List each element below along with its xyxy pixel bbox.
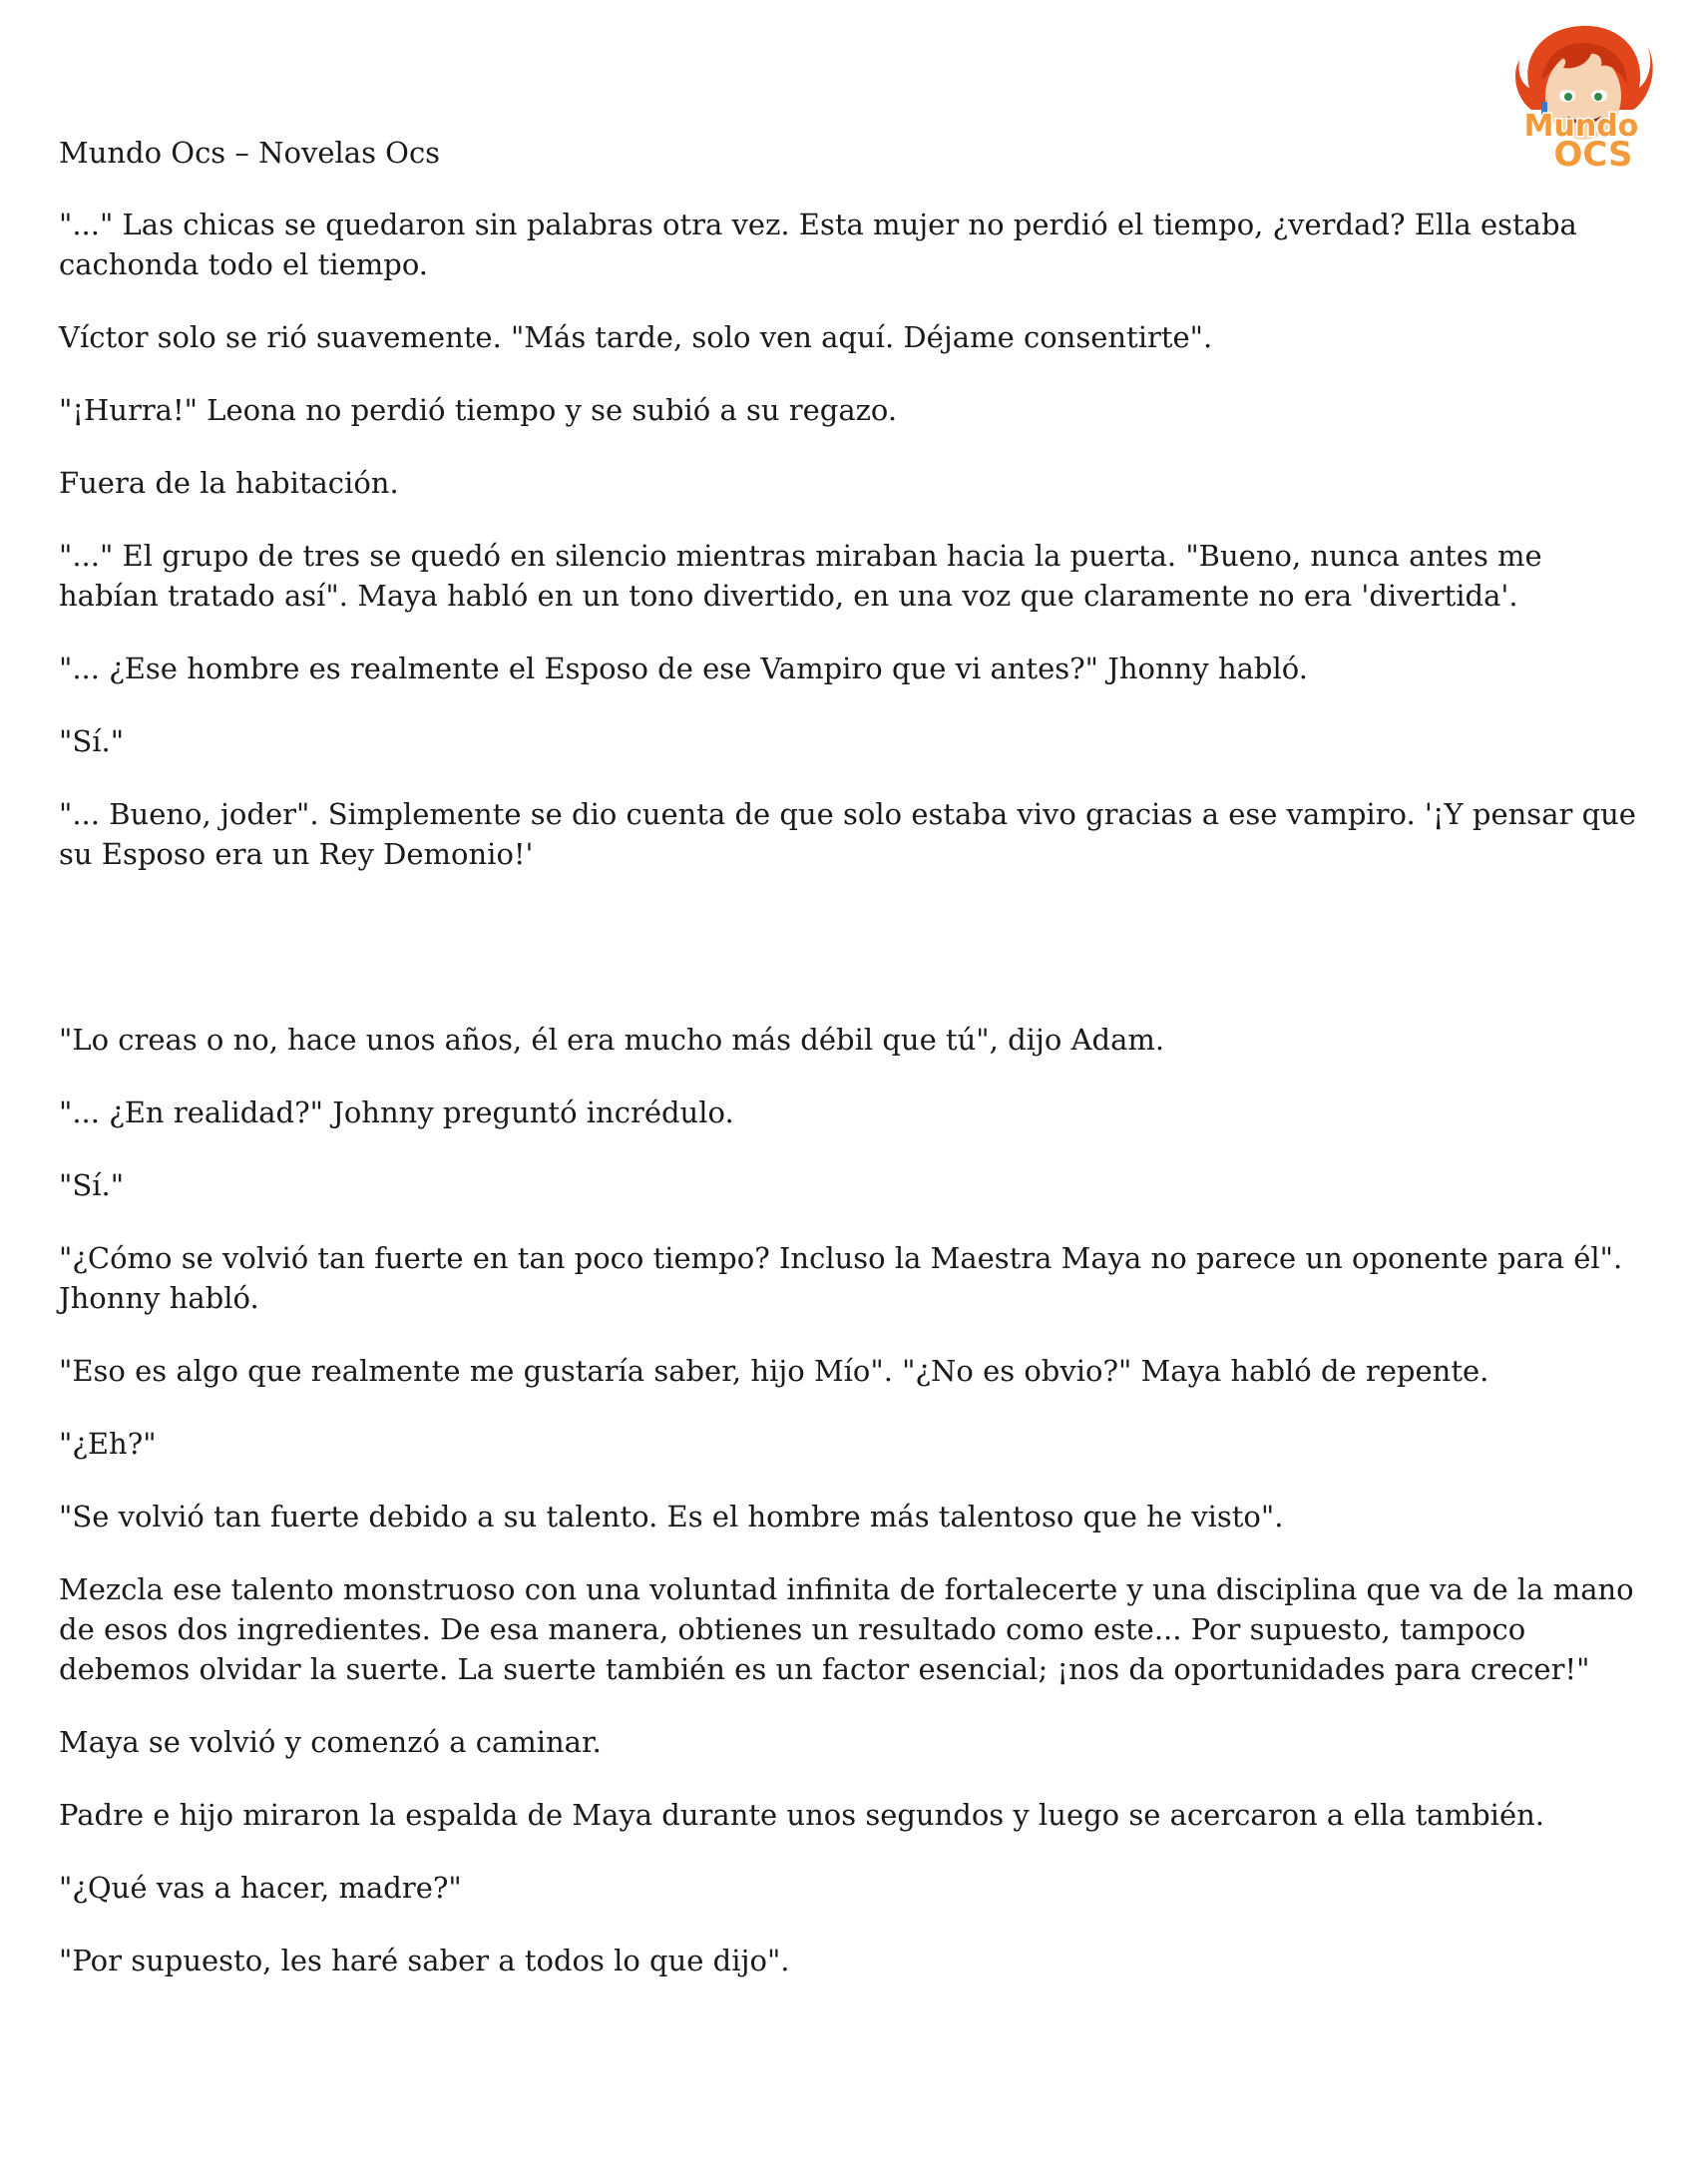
paragraph: "¿Cómo se volvió tan fuerte en tan poco tiempo? Incluso la Maestra Maya no parece un oponente para él". Jhonny habló. [59, 1241, 1623, 1315]
paragraph: "Se volvió tan fuerte debido a su talento. Es el hombre más talentoso que he visto". [59, 1500, 1284, 1533]
paragraph: Víctor solo se rió suavemente. "Más tarde, solo ven aquí. Déjame consentirte". [59, 320, 1213, 354]
paragraph: "Eso es algo que realmente me gustaría saber, hijo Mío". "¿No es obvio?" Maya habló de repente. [59, 1354, 1489, 1388]
paragraph: "... ¿Ese hombre es realmente el Esposo de ese Vampiro que vi antes?" Jhonny habló. [59, 652, 1308, 685]
paragraph: "Sí." [59, 724, 125, 758]
paragraph: "..." Las chicas se quedaron sin palabras otra vez. Esta mujer no perdió el tiempo, ¿verdad? Ella estaba cachonda todo el tiempo. [59, 208, 1577, 281]
mundo-ocs-logo [1501, 18, 1661, 178]
paragraph: "... Bueno, joder". Simplemente se dio cuenta de que solo estaba vivo gracias a ese vampiro. '¡Y pensar que su Esposo era un Rey Demonio!' [59, 797, 1636, 871]
paragraph: "¿Eh?" [59, 1427, 157, 1461]
page-header: Mundo Ocs – Novelas Ocs [59, 136, 441, 170]
svg-text:Mundo: Mundo [1523, 109, 1639, 144]
paragraph: "Sí." [59, 1168, 125, 1202]
story-text [59, 205, 1645, 2013]
paragraph: "..." El grupo de tres se quedó en silencio mientras miraban hacia la puerta. "Bueno, nunca antes me habían tratado así". Maya habló en un tono divertido, en una voz que claramente no era 'divertida'. [59, 539, 1542, 613]
paragraph: "Lo creas o no, hace unos años, él era mucho más débil que tú", dijo Adam. [59, 1023, 1165, 1057]
paragraph: "Por supuesto, les haré saber a todos lo que dijo". [59, 1944, 790, 1977]
paragraph: Fuera de la habitación. [59, 466, 399, 500]
paragraph: "... ¿En realidad?" Johnny preguntó incrédulo. [59, 1095, 734, 1129]
svg-text:OCS: OCS [1553, 135, 1633, 175]
paragraph: "¡Hurra!" Leona no perdió tiempo y se subió a su regazo. [59, 393, 898, 427]
paragraph: "¿Qué vas a hacer, madre?" [59, 1871, 462, 1905]
paragraph: Padre e hijo miraron la espalda de Maya durante unos segundos y luego se acercaron a ella también. [59, 1798, 1544, 1832]
paragraph: Mezcla ese talento monstruoso con una voluntad infinita de fortalecerte y una disciplina que va de la mano de esos dos ingredientes. De esa manera, obtienes un resultado como este... Por supuesto, tampoco debemos olvidar la suerte. La suerte también es un factor esencial; ¡nos da oportunidades para crecer!" [59, 1572, 1634, 1686]
logo-wordmark [1524, 109, 1639, 175]
paragraph: Maya se volvió y comenzó a caminar. [59, 1725, 602, 1759]
